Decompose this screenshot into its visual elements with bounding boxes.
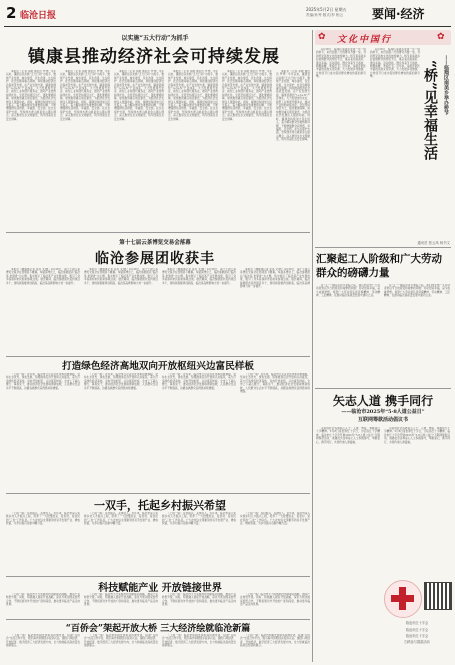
lead-body: 本报讯（记者 李晓 通讯员 罗琴）今年以来，镇康县以实施“五大行动”为抓手，聚焦产业发展、城乡建设、民生改善、生态保护、社会治理等重点领域，持续推动经济社会高质量发展。在产业发展方面，镇康县围绕“1+3+N”产业体系，大力发展现代农业、新型工业和现代服务业，推动产业结构持续优化。全县坚持项目为王，强化要素保障，加快推进重点项目建设，为经济社会发展注入强劲动能。同时，镇康县持续加大民生投入，着力解决群众急难愁盼问题，不断增强群众获得感、幸福感、安全感。在生态保护方面，坚持绿水青山就是金山银山理念，深入推进生态文明建设，筑牢西南生态安全屏障。 [60,70,110,121]
workers-body: 在“五一”国际劳动节来临之际，我们向全市广大劳动者致以节日的祝贺和诚挚的问候！劳动创造幸福，奋斗成就梦想。希望广大劳动者弘扬劳模精神、劳动精神、工匠精神，在推动临沧高质量发展中建功立业。 [384,284,450,298]
industry-body: （上接一版）临沧市大力实施科技创新驱动战略，推动产业转型升级。同时，积极融入国家开放战略，深化与周边国家经贸合作，不断拓展对外开放的广度和深度，推动更多临沧产品走向世界。 [6,593,80,607]
overseas-col-1 [6,634,80,662]
overseas-body: （上接一版）临沧市积极发挥侨务资源优势，搭建“百侨会”交流合作平台，吸引海外侨胞回乡投资兴业。围绕口岸经济、开放经济、数字经济三大经济发展方向，全力绘就临沧高质量发展新篇章。 [6,634,80,648]
culture-vertical-sub: ——临翔区南美乡举办桥节 [443,55,449,115]
lead-col-2 [60,70,110,230]
lead-kicker: 以实施“五大行动”为抓手 [121,35,189,42]
industry-col-2 [84,593,158,617]
divider [6,232,310,233]
culture-credit: 通讯员 张云凤 杨书文 [417,241,450,245]
editor-line: 责编/孙秀 版式/李 相云 [306,13,344,17]
divider [6,493,310,494]
loans-headline: 一双手，托起乡村振兴希望 [94,499,226,512]
divider [315,388,451,389]
tea-body: 本报讯（融媒体记者 张亮 文/图）4月28日，第十七届云茶博览交易会在昆明落下帷幕。本届茶博会上，临沧参展团以“临沧茶·世界香”为主题，集中展示了临沧茶产业发展成果，吸引了众多客商和市民前来参观洽谈。展会期间，临沧参展团共签约项目多个，现场销售额再创新高，临沧茶品牌影响力进一步提升。 [6,268,80,285]
overseas-col-3 [162,634,236,662]
masthead-rule [4,26,451,27]
workers-body: 在“五一”国际劳动节来临之际，我们向全市广大劳动者致以节日的祝贺和诚挚的问候！劳动创造幸福，奋斗成就梦想。希望广大劳动者弘扬劳模精神、劳动精神、工匠精神，在推动临沧高质量发展中建功立业。 [316,284,380,298]
divider [6,356,310,357]
culture-body: 4月28日，临翔区南美乡迎来一年一度的桥节，来自四面八方的群众齐聚一堂，共同感受民族文化的独特魅力。桥节是南美乡拉祜族群众的传统节日，寓意着连接美好、通往幸福。活动现场，群众身着节日盛装，载歌载舞，欢度佳节。近年来，南美乡依托丰富的民族文化资源，大力发展乡村旅游，让传统节日成为促进群众增收致富的新引擎。 [316,48,366,79]
charity-headline: 矢志人道 携手同行 [332,394,434,408]
paper-name: 临沧日报 [20,11,57,21]
divider [6,576,310,577]
lead-body: 本报讯（记者 李晓 通讯员 罗琴）今年以来，镇康县以实施“五大行动”为抓手，聚焦产业发展、城乡建设、民生改善、生态保护、社会治理等重点领域，持续推动经济社会高质量发展。在产业发展方面，镇康县围绕“1+3+N”产业体系，大力发展现代农业、新型工业和现代服务业，推动产业结构持续优化。全县坚持项目为王，强化要素保障，加快推进重点项目建设，为经济社会发展注入强劲动能。同时，镇康县持续加大民生投入，着力解决群众急难愁盼问题，不断增强群众获得感、幸福感、安全感。在生态保护方面，坚持绿水青山就是金山银山理念，深入推进生态文明建设，筑牢西南生态安全屏障。 [222,70,272,121]
workers-headline: 汇聚起工人阶级和广大劳动群众的磅礴力量 [316,253,442,279]
tea-headline: 临沧参展团收获丰 [95,251,215,267]
masthead [0,0,455,28]
industry-col-1 [6,593,80,617]
section-title: 要闻·经济 [372,7,425,21]
tea-body: 本报讯（融媒体记者 张亮 文/图）4月28日，第十七届云茶博览交易会在昆明落下帷幕。本届茶博会上，临沧参展团以“临沧茶·世界香”为主题，集中展示了临沧茶产业发展成果，吸引了众多客商和市民前来参观洽谈。展会期间，临沧参展团共签约项目多个，现场销售额再创新高，临沧茶品牌影响力进一步提升。 [162,268,236,285]
border-body: （上接一版）近年来，临沧市立足区位优势和资源禀赋，坚持生态优先、绿色发展，统筹推进沿边开放和兴边富民，着力打造绿色经济高地、双向开放枢纽、兴边富民样板。全市上下凝心聚力、真抓实干，推动经济社会发展取得新成效，人民群众生活水平不断提高，边疆各族群众获得感持续增强。 [162,373,236,390]
industry-col-3 [162,593,236,617]
border-body: （上接一版）近年来，临沧市立足区位优势和资源禀赋，坚持生态优先、绿色发展，统筹推进沿边开放和兴边富民，着力打造绿色经济高地、双向开放枢纽、兴边富民样板。全市上下凝心聚力、真抓实干，推动经济社会发展取得新成效，人民群众生活水平不断提高，边疆各族群众获得感持续增强。 [84,373,158,390]
lead-body: 本报讯（记者 李晓 通讯员 罗琴）今年以来，镇康县以实施“五大行动”为抓手，聚焦产业发展、城乡建设、民生改善、生态保护、社会治理等重点领域，持续推动经济社会高质量发展。在产业发展方面，镇康县围绕“1+3+N”产业体系，大力发展现代农业、新型工业和现代服务业，推动产业结构持续优化。全县坚持项目为王，强化要素保障，加快推进重点项目建设，为经济社会发展注入强劲动能。同时，镇康县持续加大民生投入，着力解决群众急难愁盼问题，不断增强群众获得感、幸福感、安全感。在生态保护方面，坚持绿水青山就是金山银山理念，深入推进生态文明建设，筑牢西南生态安全屏障。 [6,70,56,121]
loans-col-1 [6,512,80,574]
industry-body: （上接一版）临沧市大力实施科技创新驱动战略，推动产业转型升级。同时，积极融入国家开放战略，深化与周边国家经贸合作，不断拓展对外开放的广度和深度，推动更多临沧产品走向世界。 [240,593,310,607]
lead-body: 本报讯（记者 李晓 通讯员 罗琴）今年以来，镇康县以实施“五大行动”为抓手，聚焦产业发展、城乡建设、民生改善、生态保护、社会治理等重点领域，持续推动经济社会高质量发展。在产业发展方面，镇康县围绕“1+3+N”产业体系，大力发展现代农业、新型工业和现代服务业，推动产业结构持续优化。全县坚持项目为王，强化要素保障，加快推进重点项目建设，为经济社会发展注入强劲动能。同时，镇康县持续加大民生投入，着力解决群众急难愁盼问题，不断增强群众获得感、幸福感、安全感。在生态保护方面，坚持绿水青山就是金山银山理念，深入推进生态文明建设，筑牢西南生态安全屏障。 [114,70,164,121]
border-body: （上接一版）近年来，临沧市立足区位优势和资源禀赋，坚持生态优先、绿色发展，统筹推进沿边开放和兴边富民，着力打造绿色经济高地、双向开放枢纽、兴边富民样板。全市上下凝心聚力、真抓实干，推动经济社会发展取得新成效，人民群众生活水平不断提高，边疆各族群众获得感持续增强。 [6,373,80,390]
border-col-3 [162,373,236,491]
loans-col-4 [240,512,310,574]
border-body: （上接一版）近年来，临沧市立足区位优势和资源禀赋，坚持生态优先、绿色发展，统筹推进沿边开放和兴边富民，着力打造绿色经济高地、双向开放枢纽、兴边富民样板。全市上下凝心聚力、真抓实干，推动经济社会发展取得新成效，人民群众生活水平不断提高，边疆各族群众获得感持续增强。 [240,373,310,394]
charity-body: 亲爱的社会各界爱心人士：人道、博爱、奉献是红十字精神。5月8日是世界红十字日，为弘扬红十字精神，临沧市红十字会开展2025年“5·8人道公益日”互联网筹款活动，诚邀社会各界爱心人士积极参与，奉献爱心，携手同行，共同传递人道温暖。 [384,427,450,444]
loans-body: （上接一版）乡村振兴，关键在人。近年来，临沧市深入实施乡村人才振兴工程，培养了一大批懂农业、爱农村、爱农民的“三农”工作队伍。广大农村妇女用勤劳的双手发展产业、增收致富，为乡村振兴贡献巾帼力量。 [240,512,310,526]
lead-headline: 镇康县推动经济社会可持续发展 [28,47,280,67]
lead-col-3 [114,70,164,230]
qr-line: 临沧市红十字会 [405,628,429,632]
border-col-2 [84,373,158,491]
industry-headline: 科技赋能产业 开放链接世界 [98,583,222,594]
tea-col-4 [240,268,310,354]
charity-subhead2: 互联网筹款活动倡议书 [357,417,408,423]
qr-line: 扫码参与捐款活动 [404,640,430,644]
qr-line: 临沧市红十字会 [405,634,429,638]
qr-caption: 临沧市红十字会 [405,621,429,625]
loans-body: （上接一版）乡村振兴，关键在人。近年来，临沧市深入实施乡村人才振兴工程，培养了一大批懂农业、爱农村、爱农民的“三农”工作队伍。广大农村妇女用勤劳的双手发展产业、增收致富，为乡村振兴贡献巾帼力量。 [6,512,80,526]
overseas-body: （上接一版）临沧市积极发挥侨务资源优势，搭建“百侨会”交流合作平台，吸引海外侨胞回乡投资兴业。围绕口岸经济、开放经济、数字经济三大经济发展方向，全力绘就临沧高质量发展新篇章。 [162,634,236,648]
culture-banner-text: 文化中国行 [337,35,393,45]
lead-col-4 [168,70,218,230]
lead-col-1 [6,70,56,230]
workers-col-1 [316,284,380,384]
charity-col-1 [316,427,380,659]
overseas-col-4 [240,634,310,662]
culture-body: 4月28日，临翔区南美乡迎来一年一度的桥节，来自四面八方的群众齐聚一堂，共同感受民族文化的独特魅力。桥节是南美乡拉祜族群众的传统节日，寓意着连接美好、通往幸福。活动现场，群众身着节日盛装，载歌载舞，欢度佳节。近年来，南美乡依托丰富的民族文化资源，大力发展乡村旅游，让传统节日成为促进群众增收致富的新引擎。 [370,48,420,79]
culture-vertical-title: “桥”见幸福生活 [422,60,438,161]
red-cross-icon [391,595,414,602]
charity-subhead: ——临沧市2025年“5·8人道公益日” [341,409,425,415]
workers-col-2 [384,284,450,384]
overseas-headline: “百侨会”架起开放大桥 三大经济绘就临沧新篇 [65,624,251,634]
page-number: 2 [6,4,17,22]
industry-col-4 [240,593,310,617]
border-headline: 打造绿色经济高地双向开放枢纽兴边富民样板 [62,361,254,372]
lead-body: 本报讯（记者 李晓 通讯员 罗琴）今年以来，镇康县以实施“五大行动”为抓手，聚焦产业发展、城乡建设、民生改善、生态保护、社会治理等重点领域，持续推动经济社会高质量发展。在产业发展方面，镇康县围绕“1+3+N”产业体系，大力发展现代农业、新型工业和现代服务业，推动产业结构持续优化。全县坚持项目为王，强化要素保障，加快推进重点项目建设，为经济社会发展注入强劲动能。同时，镇康县持续加大民生投入，着力解决群众急难愁盼问题，不断增强群众获得感、幸福感、安全感。在生态保护方面，坚持绿水青山就是金山银山理念，深入推进生态文明建设，筑牢西南生态安全屏障。 [168,70,218,121]
border-col-4 [240,373,310,491]
loans-col-2 [84,512,158,574]
tea-body: 本报讯（融媒体记者 张亮 文/图）4月28日，第十七届云茶博览交易会在昆明落下帷幕。本届茶博会上，临沧参展团以“临沧茶·世界香”为主题，集中展示了临沧茶产业发展成果，吸引了众多客商和市民前来参观洽谈。展会期间，临沧参展团共签约项目多个，现场销售额再创新高，临沧茶品牌影响力进一步提升。 [240,268,310,289]
loans-body: （上接一版）乡村振兴，关键在人。近年来，临沧市深入实施乡村人才振兴工程，培养了一大批懂农业、爱农村、爱农民的“三农”工作队伍。广大农村妇女用勤劳的双手发展产业、增收致富，为乡村振兴贡献巾帼力量。 [84,512,158,526]
lead-body: 本报讯（记者 李晓 通讯员 罗琴）今年以来，镇康县以实施“五大行动”为抓手，聚焦产业发展、城乡建设、民生改善、生态保护、社会治理等重点领域，持续推动经济社会高质量发展。在产业发展方面，镇康县围绕“1+3+N”产业体系，大力发展现代农业、新型工业和现代服务业，推动产业结构持续优化。全县坚持项目为王，强化要素保障，加快推进重点项目建设，为经济社会发展注入强劲动能。同时，镇康县持续加大民生投入，着力解决群众急难愁盼问题，不断增强群众获得感、幸福感、安全感。在生态保护方面，坚持绿水青山就是金山银山理念，深入推进生态文明建设，筑牢西南生态安全屏障。 [276,70,310,142]
lead-col-5 [222,70,272,230]
flower-icon: ✿ [437,32,445,42]
tea-col-2 [84,268,158,354]
tea-kicker: 第十七届云茶博览交易会落幕 [119,240,191,246]
charity-col-2 [384,427,450,577]
overseas-body: （上接一版）临沧市积极发挥侨务资源优势，搭建“百侨会”交流合作平台，吸引海外侨胞回乡投资兴业。围绕口岸经济、开放经济、数字经济三大经济发展方向，全力绘就临沧高质量发展新篇章。 [84,634,158,648]
border-col-1 [6,373,80,491]
date-line: 2025年5月2日 星期五 [306,7,347,12]
charity-body: 亲爱的社会各界爱心人士：人道、博爱、奉献是红十字精神。5月8日是世界红十字日，为弘扬红十字精神，临沧市红十字会开展2025年“5·8人道公益日”互联网筹款活动，诚邀社会各界爱心人士积极参与，奉献爱心，携手同行，共同传递人道温暖。 [316,427,380,444]
column-separator [312,30,313,662]
overseas-col-2 [84,634,158,662]
industry-body: （上接一版）临沧市大力实施科技创新驱动战略，推动产业转型升级。同时，积极融入国家开放战略，深化与周边国家经贸合作，不断拓展对外开放的广度和深度，推动更多临沧产品走向世界。 [84,593,158,607]
tea-col-1 [6,268,80,354]
red-cross-logo [384,580,422,618]
qr-code[interactable] [424,582,452,610]
lead-col-6 [276,70,310,230]
culture-col-2 [370,48,420,238]
culture-banner [315,30,451,45]
divider [6,619,310,620]
overseas-body: （上接一版）临沧市积极发挥侨务资源优势，搭建“百侨会”交流合作平台，吸引海外侨胞回乡投资兴业。围绕口岸经济、开放经济、数字经济三大经济发展方向，全力绘就临沧高质量发展新篇章。 [240,634,310,648]
tea-body: 本报讯（融媒体记者 张亮 文/图）4月28日，第十七届云茶博览交易会在昆明落下帷幕。本届茶博会上，临沧参展团以“临沧茶·世界香”为主题，集中展示了临沧茶产业发展成果，吸引了众多客商和市民前来参观洽谈。展会期间，临沧参展团共签约项目多个，现场销售额再创新高，临沧茶品牌影响力进一步提升。 [84,268,158,285]
culture-col-1 [316,48,366,238]
flower-icon: ✿ [318,32,326,42]
loans-col-3 [162,512,236,574]
loans-body: （上接一版）乡村振兴，关键在人。近年来，临沧市深入实施乡村人才振兴工程，培养了一大批懂农业、爱农村、爱农民的“三农”工作队伍。广大农村妇女用勤劳的双手发展产业、增收致富，为乡村振兴贡献巾帼力量。 [162,512,236,526]
tea-col-3 [162,268,236,354]
industry-body: （上接一版）临沧市大力实施科技创新驱动战略，推动产业转型升级。同时，积极融入国家开放战略，深化与周边国家经贸合作，不断拓展对外开放的广度和深度，推动更多临沧产品走向世界。 [162,593,236,607]
divider [315,247,451,248]
